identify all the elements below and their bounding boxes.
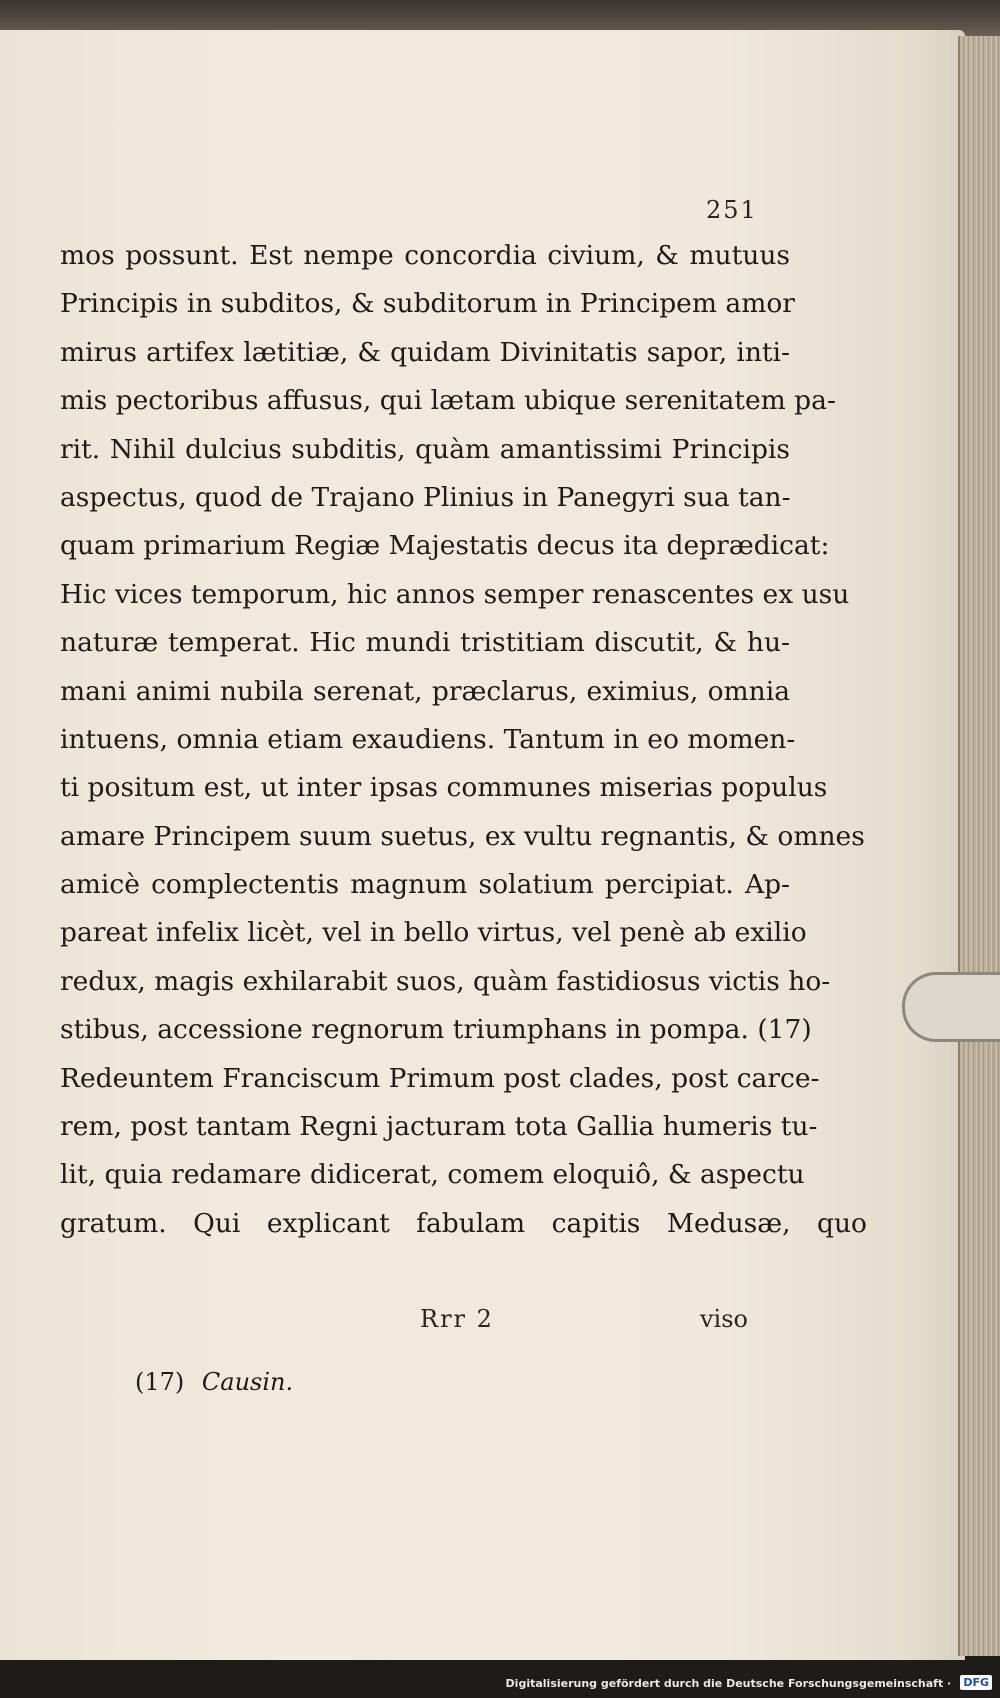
page-fore-edge [958,36,1000,1656]
catchword: viso [700,1305,748,1333]
text-line: pareat infelix licèt, vel in bello virtus, vel penè ab exilio [60,917,807,949]
footnote-number: (17) [135,1368,185,1396]
text-line: Redeuntem Franciscum Primum post clades, post carce- [60,1062,820,1094]
dfg-logo: DFG [960,1675,992,1690]
text-line: ti positum est, ut inter ipsas communes miserias populus [60,772,828,804]
text-line: mos possunt. Est nempe concordia civium, & mutuus [60,240,790,271]
footnote-source: Causin. [201,1368,294,1396]
text-line: aspectus, quod de Trajano Plinius in Panegyri sua tan- [60,481,791,513]
text-line: lit, quia redamare didicerat, comem eloquiô, & aspectu [60,1159,805,1191]
text-line: rem, post tantam Regni jacturam tota Gallia humeris tu- [60,1111,818,1143]
text-line: rit. Nihil dulcius subditis, quàm amantissimi Principis [60,433,790,465]
page-number: 251 [706,196,758,224]
text-line: mirus artifex lætitiæ, & quidam Divinitatis sapor, inti- [60,336,790,368]
body-text [60,232,868,1248]
text-line: amicè complectentis magnum solatium percipiat. Ap- [60,869,790,901]
text-line: quam primarium Regiæ Majestatis decus ita deprædicat: [60,530,830,562]
text-line: redux, magis exhilarabit suos, quàm fastidiosus victis ho- [60,965,831,997]
text-line: mani animi nubila serenat, præclarus, eximius, omnia [60,675,790,707]
text-line: stibus, accessione regnorum triumphans in pompa. (17) [60,1014,812,1046]
page-clip-tab [902,972,1000,1042]
text-line: Principis in subditos, & subditorum in Principem amor [60,288,795,320]
credit-text: Digitalisierung gefördert durch die Deutsche Forschungsgemeinschaft · [505,1677,952,1690]
credit-bar [0,1672,1000,1694]
text-line: amare Principem suum suetus, ex vultu regnantis, & omnes [60,820,865,852]
text-line: gratum. Qui explicant fabulam capitis Medusæ, quo [60,1207,868,1239]
text-line: Hic vices temporum, hic annos semper renascentes ex usu [60,578,850,610]
signature-mark: Rrr 2 [420,1305,494,1333]
text-line: naturæ temperat. Hic mundi tristitiam discutit, & hu- [60,627,790,659]
text-line: intuens, omnia etiam exaudiens. Tantum in eo momen- [60,723,796,755]
text-line: mis pectoribus affusus, qui lætam ubique serenitatem pa- [60,385,836,417]
footnote [135,1368,293,1396]
